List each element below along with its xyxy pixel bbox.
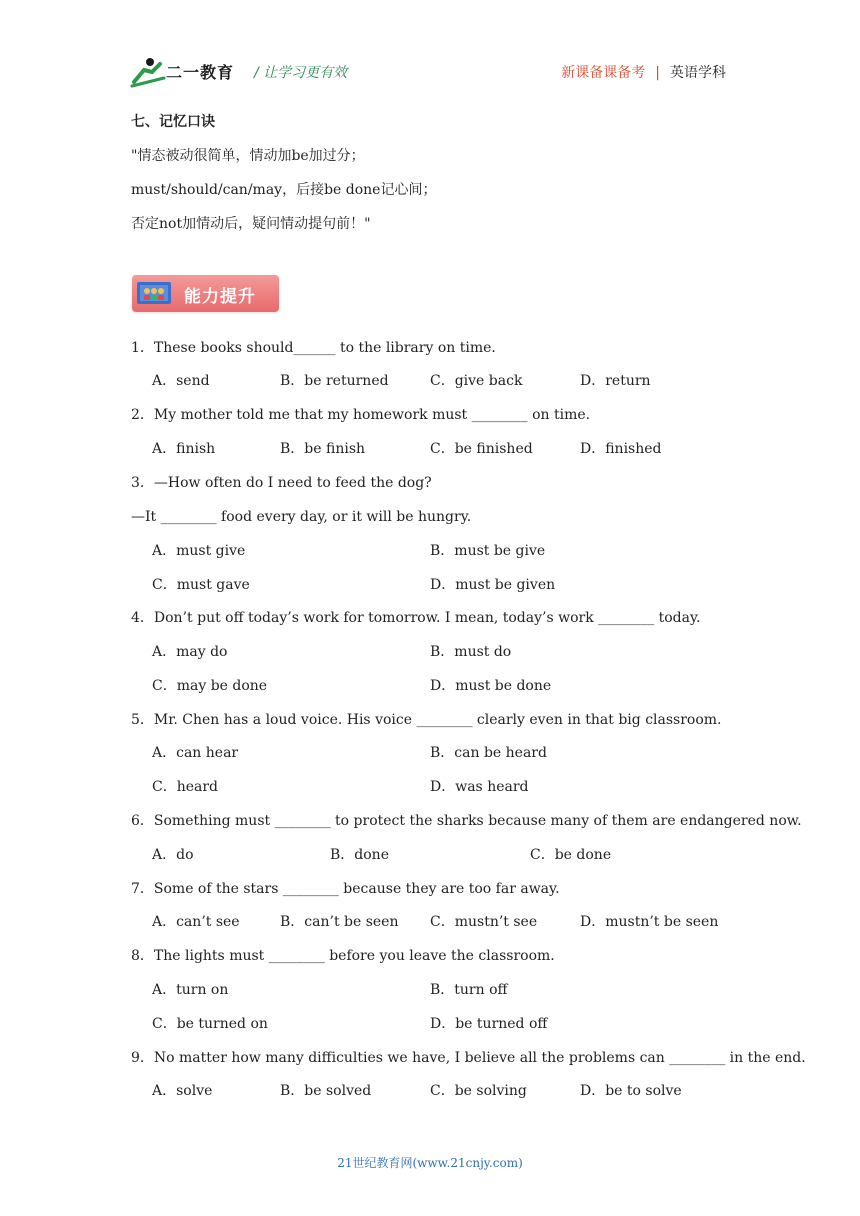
option: A．may do [152,644,228,660]
mnemonic-line: must/should/can/may，后接be done记心间； [131,182,437,198]
option: A．send [152,373,210,389]
option: D．be turned off [430,1016,548,1032]
option: B．can’t be seen [280,914,399,930]
header-right [561,62,726,82]
question-stem: 8．The lights must ________ before you leave the classroom. [131,948,555,964]
option: B．turn off [430,982,508,998]
section-banner-title: 能力提升 [184,287,256,307]
option: D．must be given [430,577,556,593]
option: C．be turned on [152,1016,268,1032]
option: A．finish [152,441,216,457]
option: A．can hear [152,745,239,761]
question-stem: 5．Mr. Chen has a loud voice. His voice ________ clearly even in that big classroom. [131,712,722,728]
option: C．must gave [152,577,250,593]
option: B．must do [430,644,512,660]
slogan: / 让学习更有效 [254,65,348,81]
option: A．must give [152,543,246,559]
section-banner [132,275,279,312]
option: C．give back [430,373,523,389]
mnemonic-heading: 七、记忆口诀 [131,114,215,130]
question-stem: 1．These books should______ to the library on time． [131,340,506,356]
question-stem: 9．No matter how many difficulties we have, I believe all the problems can ________ in the end. [131,1050,806,1066]
page-footer: 21世纪教育网(www.21cnjy.com) [337,1156,523,1170]
question-stem: 3．—How often do I need to feed the dog? [131,475,432,491]
option: D．return [580,373,651,389]
option: B．done [330,847,389,863]
logo-text: 二一教育 [166,63,235,82]
option: B．can be heard [430,745,547,761]
header-separator: | [655,65,660,81]
option: D．be to solve [580,1083,682,1099]
option: C．mustn’t see [430,914,538,930]
option: B．be finish [280,441,366,457]
option: B．be returned [280,373,389,389]
option: A．can’t see [152,914,240,930]
question-stem-continued: —It ________ food every day, or it will be hungry. [131,509,472,525]
option: B．must be give [430,543,546,559]
option: C．may be done [152,678,268,694]
option: C．be solving [430,1083,527,1099]
header-subject-label: 英语学科 [670,65,726,81]
header-course-label: 新课备课备考 [561,65,646,81]
mnemonic-line: 否定not加情动后，疑问情动提句前！" [131,216,371,232]
option: A．solve [152,1083,213,1099]
runner-logo-icon [130,56,166,90]
people-board-icon [137,282,171,304]
option: B．be solved [280,1083,372,1099]
question-stem: 6．Something must ________ to protect the sharks because many of them are endangered now. [131,813,802,829]
option: C．be done [530,847,612,863]
page-header [130,56,726,90]
option: D．was heard [430,779,529,795]
question-stem: 2．My mother told me that my homework must ________ on time. [131,407,591,423]
option: D．mustn’t be seen [580,914,719,930]
question-stem: 7．Some of the stars ________ because they are too far away. [131,881,560,897]
option: C．heard [152,779,219,795]
logo [130,56,250,90]
option: D．finished [580,441,662,457]
option: A．turn on [152,982,229,998]
option: D．must be done [430,678,552,694]
mnemonic-line: "情态被动很简单，情动加be加过分； [131,148,365,164]
question-stem: 4．Don’t put off today’s work for tomorrow. I mean, today’s work ________ today. [131,610,701,626]
option: C．be finished [430,441,533,457]
option: A．do [152,847,194,863]
